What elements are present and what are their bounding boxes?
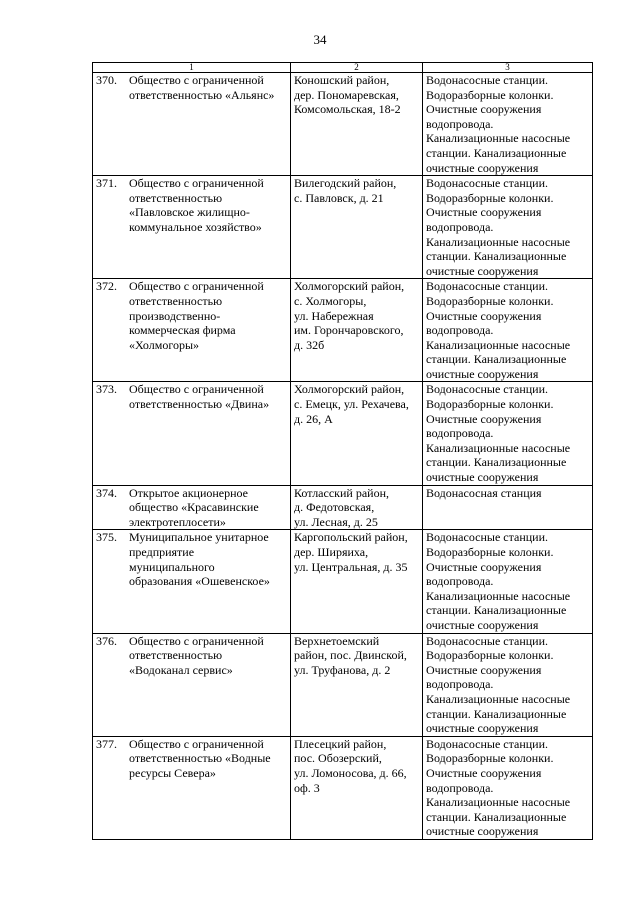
table-header-row <box>93 63 593 73</box>
objects-cell: Водонасосные станции. Водоразборные колонки. Очистные сооружения водопровода. Канализационные насосные станции. Канализационные очистные сооружения <box>423 736 593 839</box>
org-cell <box>93 279 291 382</box>
column-header-2: 2 <box>291 63 423 73</box>
org-cell <box>93 530 291 633</box>
objects-cell: Водонасосная станция <box>423 485 593 530</box>
row-number: 373. <box>96 382 117 397</box>
org-cell <box>93 736 291 839</box>
table-row <box>93 485 593 530</box>
objects-cell: Водонасосные станции. Водоразборные колонки. Очистные сооружения водопровода. Канализационные насосные станции. Канализационные очистные сооружения <box>423 530 593 633</box>
row-number: 375. <box>96 530 117 545</box>
address-cell: Котласский район, д. Федотовская, ул. Лесная, д. 25 <box>291 485 423 530</box>
address-cell: Каргопольский район, дер. Ширяиха, ул. Центральная, д. 35 <box>291 530 423 633</box>
organization-name: Общество с ограниченной ответственностью «Павловское жилищно- коммунальное хозяйство» <box>129 176 264 234</box>
org-cell <box>93 382 291 485</box>
org-cell <box>93 176 291 279</box>
org-cell <box>93 633 291 736</box>
objects-cell: Водонасосные станции. Водоразборные колонки. Очистные сооружения водопровода. Канализационные насосные станции. Канализационные очистные сооружения <box>423 382 593 485</box>
address-cell: Верхнетоемский район, пос. Двинской, ул. Труфанова, д. 2 <box>291 633 423 736</box>
objects-cell: Водонасосные станции. Водоразборные колонки. Очистные сооружения водопровода. Канализационные насосные станции. Канализационные очистные сооружения <box>423 279 593 382</box>
table-row <box>93 73 593 176</box>
org-cell <box>93 485 291 530</box>
column-header-3: 3 <box>423 63 593 73</box>
table-row <box>93 633 593 736</box>
row-number: 371. <box>96 176 117 191</box>
organization-name: Общество с ограниченной ответственностью «Водные ресурсы Севера» <box>129 736 271 780</box>
address-cell: Вилегодский район, с. Павловск, д. 21 <box>291 176 423 279</box>
organization-name: Общество с ограниченной ответственностью «Альянс» <box>129 73 275 102</box>
address-cell: Плесецкий район, пос. Обозерский, ул. Ломоносова, д. 66, оф. 3 <box>291 736 423 839</box>
organization-name: Общество с ограниченной ответственностью производственно- коммерческая фирма «Холмогоры» <box>129 279 264 352</box>
registry-table <box>92 62 593 840</box>
address-cell: Коношский район, дер. Пономаревская, Комсомольская, 18-2 <box>291 73 423 176</box>
organization-name: Открытое акционерное общество «Красавинские электротеплосети» <box>129 485 259 529</box>
table-row <box>93 279 593 382</box>
table-row <box>93 736 593 839</box>
objects-cell: Водонасосные станции. Водоразборные колонки. Очистные сооружения водопровода. Канализационные насосные станции. Канализационные очистные сооружения <box>423 633 593 736</box>
row-number: 376. <box>96 633 117 648</box>
page-number: 34 <box>313 32 327 47</box>
objects-cell: Водонасосные станции. Водоразборные колонки. Очистные сооружения водопровода. Канализационные насосные станции. Канализационные очистные сооружения <box>423 73 593 176</box>
objects-cell: Водонасосные станции. Водоразборные колонки. Очистные сооружения водопровода. Канализационные насосные станции. Канализационные очистные сооружения <box>423 176 593 279</box>
table-row <box>93 382 593 485</box>
row-number: 377. <box>96 736 117 751</box>
organization-name: Общество с ограниченной ответственностью «Водоканал сервис» <box>129 633 264 677</box>
table-row <box>93 530 593 633</box>
organization-name: Общество с ограниченной ответственностью «Двина» <box>129 382 270 412</box>
column-header-1: 1 <box>93 63 291 73</box>
table-row <box>93 176 593 279</box>
address-cell: Холмогорский район, с. Холмогоры, ул. Набережная им. Горончаровского, д. 32б <box>291 279 423 382</box>
address-cell: Холмогорский район, с. Емецк, ул. Рехачева, д. 26, А <box>291 382 423 485</box>
row-number: 370. <box>96 73 117 87</box>
row-number: 374. <box>96 485 117 500</box>
row-number: 372. <box>96 279 117 294</box>
org-cell <box>93 73 291 176</box>
organization-name: Муниципальное унитарное предприятие муниципального образования «Ошевенское» <box>129 530 270 589</box>
